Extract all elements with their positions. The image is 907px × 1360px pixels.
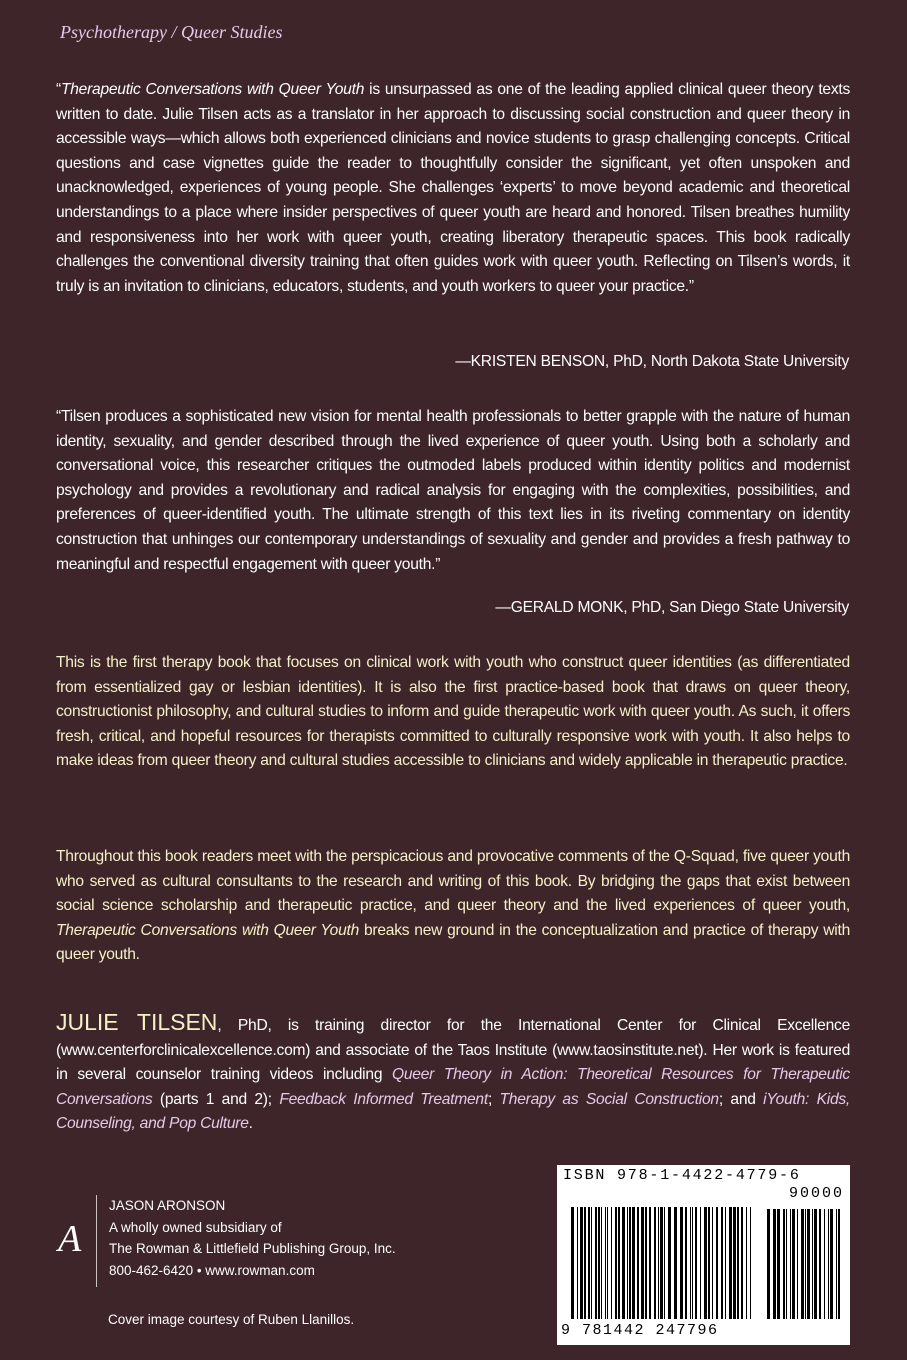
publisher-contact: 800-462-6420 • www.rowman.com <box>109 1262 315 1278</box>
description-paragraph-1: This is the first therapy book that focuses on clinical work with youth who construct queer identities (as differentiated from essentialized gay or lesbian identities). It is also the first practice-based book that draws on queer theory, constructionist philosophy, and cultural studies to inform and guide therapeutic work with queer youth. As such, it offers fresh, critical, and hopeful resources for therapists committed to culturally responsive work with youth. It also helps to make ideas from queer theory and cultural studies accessible to clinicians and widely applicable in therapeutic practice. <box>56 654 850 770</box>
description-2-after: breaks new ground in the conceptualization and practice of therapy with queer youth. <box>56 921 850 964</box>
cover-credit: Cover image courtesy of Ruben Llanillos. <box>108 1312 355 1327</box>
isbn-text: ISBN 978-1-4422-4779-6 <box>563 1167 801 1184</box>
blurb-monk: “Tilsen produces a sophisticated new vision for mental health professionals to better grapple with the nature of human identity, sexuality, and gender described through the lived experience of queer youth. Using both a scholarly and conversational voice, this researcher critiques the outmoded labels produced within identity politics and modernist psychology and provides a revolutionary and radical analysis for engaging with the complexities, possibilities, and preferences of queer-identified youth. The ultimate strength of this text lies in its riveting commentary on identity construction that unhinges our contemporary understandings of sexuality and gender and provides a fresh pathway to meaningful and respectful engagement with queer youth.” <box>56 408 850 573</box>
description-2-title: Therapeutic Conversations with Queer Youth <box>56 921 360 939</box>
publisher-logo-icon: A <box>58 1218 82 1260</box>
author-bio <box>56 1010 850 1137</box>
blurb-benson <box>56 78 850 299</box>
bio-end: . <box>248 1115 253 1133</box>
author-name: JULIE TILSEN <box>56 1009 218 1035</box>
barcode-icon <box>557 1165 850 1345</box>
blurb-benson-text: is unsurpassed as one of the leading applied clinical queer theory texts written to date. Julie Tilsen acts as a translator in her approach to discussing social construction and queer theory in accessible ways—which allows both experienced clinicians and novice students to grasp challenging concepts. Critical questions and case vignettes guide the reader to thoughtfully consider the significant, yet often unspoken and unacknowledged, experiences of young people. She challenges ‘experts’ to move beyond academic and theoretical understandings to a place where insider perspectives of queer youth are heard and honored. Tilsen breathes humility and responsiveness into her work with queer youth, creating liberatory therapeutic spaces. This book radically challenges the conventional diversity training that often guides work with queer youth. Reflecting on Tilsen’s words, it truly is an invitation to clinicians, educators, students, and youth workers to queer your practice.” <box>56 81 850 295</box>
bio-text-2: (parts 1 and 2); <box>152 1090 280 1108</box>
bio-work-4: iYouth: Kids, Counseling, and Pop Culture <box>56 1090 851 1133</box>
ean-digits: 9 781442 247796 <box>561 1322 719 1339</box>
author-credential: , PhD, <box>217 1017 272 1034</box>
barcode-box <box>557 1165 850 1345</box>
publisher-info <box>96 1195 396 1287</box>
category-label: Psychotherapy / Queer Studies <box>60 22 283 42</box>
bio-sep-1: ; <box>487 1090 500 1108</box>
bio-text-1: is training director for the International Center for Clinical Excellence (www.centerforclinicalexcellence.com) and associate of the Taos Institute (www.taosinstitute.net). Her work is featured in several counselor training videos including <box>56 1017 850 1084</box>
publisher-subsidiary: A wholly owned subsidiary of <box>109 1219 282 1235</box>
publisher-name: JASON ARONSON <box>109 1198 226 1213</box>
blurb-monk-attribution: —GERALD MONK, PhD, San Diego State University <box>495 599 849 616</box>
blurb-benson-attribution: —KRISTEN BENSON, PhD, North Dakota State University <box>455 353 849 370</box>
price-code: 90000 <box>788 1185 844 1202</box>
bio-sep-2: ; and <box>718 1090 764 1108</box>
bio-work-2: Feedback Informed Treatment <box>279 1090 488 1108</box>
publisher-group: The Rowman & Littlefield Publishing Group, Inc. <box>109 1241 396 1256</box>
description-paragraph-2 <box>56 845 850 968</box>
description-2-before: Throughout this book readers meet with the perspicacious and provocative comments of the Q-Squad, five queer youth who served as cultural consultants to the research and writing of this book. By bridging the gaps that exist between social science scholarship and therapeutic practice, and queer theory and the lived experiences of queer youth, <box>56 848 850 915</box>
blurb-benson-open-quote: “ <box>56 81 61 98</box>
bio-work-1: Queer Theory in Action: Theoretical Resources for Therapeutic Conversations <box>56 1066 850 1108</box>
bio-work-3: Therapy as Social Construction <box>499 1090 719 1108</box>
blurb-benson-title: Therapeutic Conversations with Queer Youth <box>60 81 365 98</box>
